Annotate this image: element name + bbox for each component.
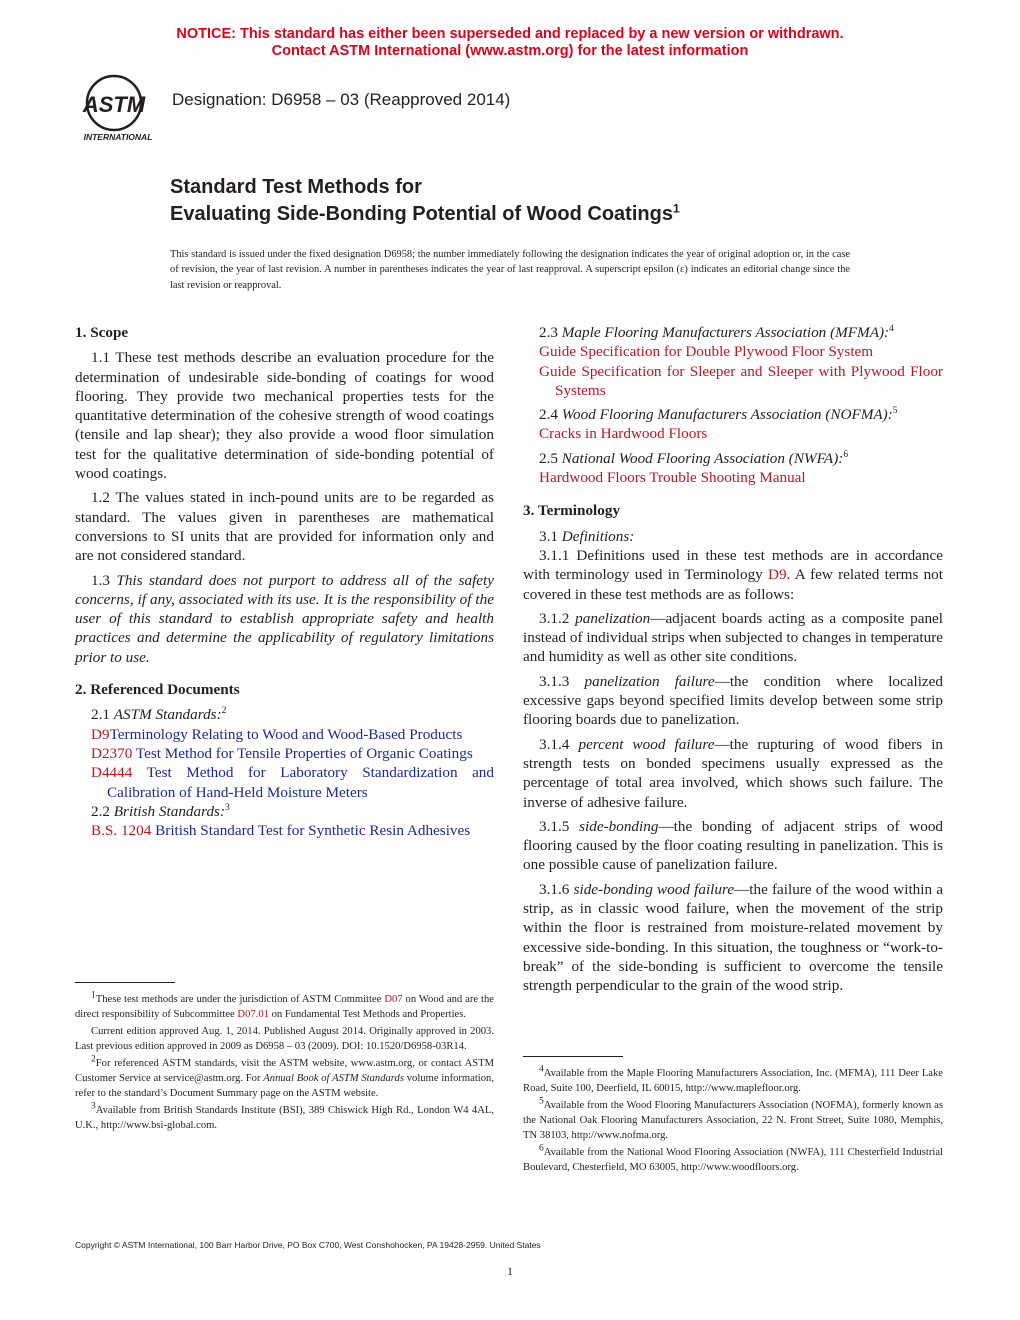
issuance-statement: This standard is issued under the fixed designation D6958; the number immediately following the designation indicates the year of original adoption or, in the case of revision, the year of last revision. A number in parentheses indicates the year of last reapproval. A superscript epsilon (ε) indicates an editorial change since the last revision or reapproval. <box>170 249 850 291</box>
footnote-1-edition: Current edition approved Aug. 1, 2014. Published August 2014. Originally approved in 2003. Last previous edition approved in 2009 as D6958 – 03 (2009). DOI: 10.1520/D6958-03R14. <box>75 1026 494 1052</box>
section-terminology-heading: 3. Terminology <box>523 502 621 520</box>
subsection-2-3: 2.3 Maple Flooring Manufacturers Association (MFMA):$^4$ <box>539 323 894 341</box>
ref-d2370-code-link[interactable]: D2370 <box>91 744 133 762</box>
footnote-rule-left <box>75 982 175 983</box>
ref-nwfa-1-link[interactable]: Hardwood Floors Trouble Shooting Manual <box>539 469 806 487</box>
title-line-1: Standard Test Methods for <box>170 176 422 198</box>
ref-d4444-title-link[interactable]: Test Method for Laboratory Standardization and Calibration of Hand-Held Moisture Meters <box>107 764 494 801</box>
document-title <box>170 174 680 228</box>
right-column <box>523 323 943 1001</box>
ref-nofma-1 <box>539 424 943 443</box>
term-d9-link[interactable]: D9 <box>767 566 787 584</box>
designation: Designation: D6958 – 03 (Reapproved 2014) <box>172 90 511 109</box>
ref-mfma-1 <box>539 342 943 361</box>
ref-mfma-2-link[interactable]: Guide Specification for Sleeper and Sleeper with Plywood Floor Systems <box>539 362 943 399</box>
footnotes-right <box>523 1066 943 1177</box>
ref-nwfa-1 <box>539 468 943 487</box>
para-3-1-5: 3.1.5 side-bonding—the bonding of adjacent strips of wood flooring caused by the floor coating resulting in panelization. This is one possible cause of panelization failure. <box>523 817 944 874</box>
para-3-1-2: 3.1.2 panelization—adjacent boards acting as a composite panel instead of individual strips when subjected to changes in temperature and humidity as well as other site conditions. <box>523 609 943 666</box>
para-3-1-3: 3.1.3 panelization failure—the condition where localized excessive gaps beyond specified limits develop between some strip flooring boards due to panelization. <box>523 672 943 729</box>
footnote-rule-right <box>523 1056 623 1057</box>
ref-d4444-code-link[interactable]: D4444 <box>91 764 133 782</box>
subsection-2-2: 2.2 British Standards:$^3$ <box>91 802 230 820</box>
ref-bs1204-code-link[interactable]: B.S. 1204 <box>91 822 152 840</box>
ref-d9-title-link[interactable]: Terminology Relating to Wood and Wood-Based Products <box>109 725 463 743</box>
para-3-1-1: 3.1.1 Definitions used in these test methods are in accordance with terminology used in Terminology D9. A few related terms not covered in these test methods are as follows: <box>523 546 943 603</box>
para-1-3: 1.3 This standard does not purport to address all of the safety concerns, if any, associated with its use. It is the responsibility of the user of this standard to establish appropriate safety and health practices and determine the applicability of regulatory limitations prior to use. <box>75 571 495 666</box>
withdrawn-notice <box>0 26 1020 60</box>
copyright-footer: Copyright © ASTM International, 100 Barr Harbor Drive, PO Box C700, West Conshohocken, PA 19428-2959. United States <box>75 1240 541 1250</box>
svg-text:ASTM: ASTM <box>82 92 146 117</box>
footnote-3: $^3$Available from British Standards Institute (BSI), 389 Chiswick High Rd., London W4 4AL, U.K., http://www.bsi-global.com. <box>75 1101 494 1131</box>
title-line-2: Evaluating Side-Bonding Potential of Wood Coatings$^1$ <box>170 201 680 225</box>
notice-line-1: NOTICE: This standard has either been superseded and replaced by a new version or withdrawn. <box>176 26 844 42</box>
para-3-1-4: 3.1.4 percent wood failure—the rupturing of wood fibers in strength tests on bonded specimens usually expressed as the percentage of total area involved, which shows such failure. The inverse of adhesive failure. <box>523 735 944 811</box>
subsection-2-4: 2.4 Wood Flooring Manufacturers Association (NOFMA):$^5$ <box>539 406 898 424</box>
ref-d9-code-link[interactable]: D9 <box>91 725 110 743</box>
ref-d9 <box>91 725 494 744</box>
footnote-6: $^6$Available from the National Wood Flooring Association (NWFA), 111 Chesterfield Industrial Boulevard, Chesterfield, MO 63005, http://www.woodfloors.org. <box>523 1143 943 1173</box>
notice-line-2: Contact ASTM International (www.astm.org) for the latest information <box>271 43 749 59</box>
footnotes-left <box>75 992 494 1135</box>
ref-d2370 <box>91 744 494 763</box>
ref-mfma-2 <box>539 362 943 401</box>
ref-nofma-1-link[interactable]: Cracks in Hardwood Floors <box>539 425 708 443</box>
footnote-4: $^4$Available from the Maple Flooring Manufacturers Association, Inc. (MFMA), 111 Deer Lake Road, Suite 100, Deerfield, IL 60015, http://www.maplefloor.org. <box>523 1064 943 1094</box>
astm-logo <box>74 74 162 144</box>
footnote-d0701-link[interactable]: D07.01 <box>237 1009 269 1020</box>
subsection-3-1: 3.1 Definitions: <box>539 527 635 545</box>
section-scope-heading: 1. Scope <box>75 324 129 341</box>
footnote-1: $^1$These test methods are under the jurisdiction of ASTM Committee D07 on Wood and are the direct responsibility of Subcommittee D07.01 on Fundamental Test Methods and Properties. <box>75 990 495 1020</box>
ref-d4444 <box>91 763 494 802</box>
footnote-5: $^5$Available from the Wood Flooring Manufacturers Association (NOFMA), formerly known as the National Oak Flooring Manufacturers Association, 22 N. Front Street, Suite 1080, Memphis, TN 38103, http://www.nofma.org. <box>523 1096 943 1141</box>
left-column <box>75 323 494 840</box>
title-footnote-mark: 1 <box>672 201 680 216</box>
subsection-2-1: 2.1 ASTM Standards:$^2$ <box>91 706 227 724</box>
ref-bs1204 <box>91 821 494 840</box>
ref-d2370-title-link[interactable]: Test Method for Tensile Properties of Organic Coatings <box>135 744 473 762</box>
para-1-1: 1.1 These test methods describe an evaluation procedure for the determination of undesirable side-bonding of coatings for wood flooring. They provide two mechanical properties tests for the quantitative determination of the cohesive strength of wood coatings (tensile and lap shear); they also provide a wood floor simulation test for the qualitative determination of side-bonding potential of wood coatings. <box>75 349 494 483</box>
section-refdocs-heading: 2. Referenced Documents <box>75 681 240 699</box>
svg-text:INTERNATIONAL: INTERNATIONAL <box>83 132 153 142</box>
footnote-d07-link[interactable]: D07 <box>384 994 403 1005</box>
para-3-1-6: 3.1.6 side-bonding wood failure—the failure of the wood within a strip, as in classic wood failure, when the movement of the strip within the floor is restrained from moisture-related movement by excessive side-bonding. In this situation, the toughness or “work-to-break” of the side-bonding is sufficient to overcome the tensile strength perpendicular to the grain of the wood strip. <box>523 880 943 995</box>
footnote-2: $^2$For referenced ASTM standards, visit the ASTM website, www.astm.org, or contact ASTM Customer Service at service@astm.org. For Annual Book of ASTM Standards volume information, refer to the standard’s Document Summary page on the ASTM website. <box>75 1054 494 1099</box>
para-1-2: 1.2 The values stated in inch-pound units are to be regarded as standard. The values given in parentheses are mathematical conversions to SI units that are provided for information only and are not considered standard. <box>75 489 494 565</box>
subsection-2-5: 2.5 National Wood Flooring Association (NWFA):$^6$ <box>539 449 849 467</box>
page-number: 1 <box>507 1264 513 1278</box>
astm-logo-icon <box>74 74 162 144</box>
ref-bs1204-title-link[interactable]: British Standard Test for Synthetic Resin Adhesives <box>155 822 471 840</box>
ref-mfma-1-link[interactable]: Guide Specification for Double Plywood Floor System <box>539 343 874 361</box>
